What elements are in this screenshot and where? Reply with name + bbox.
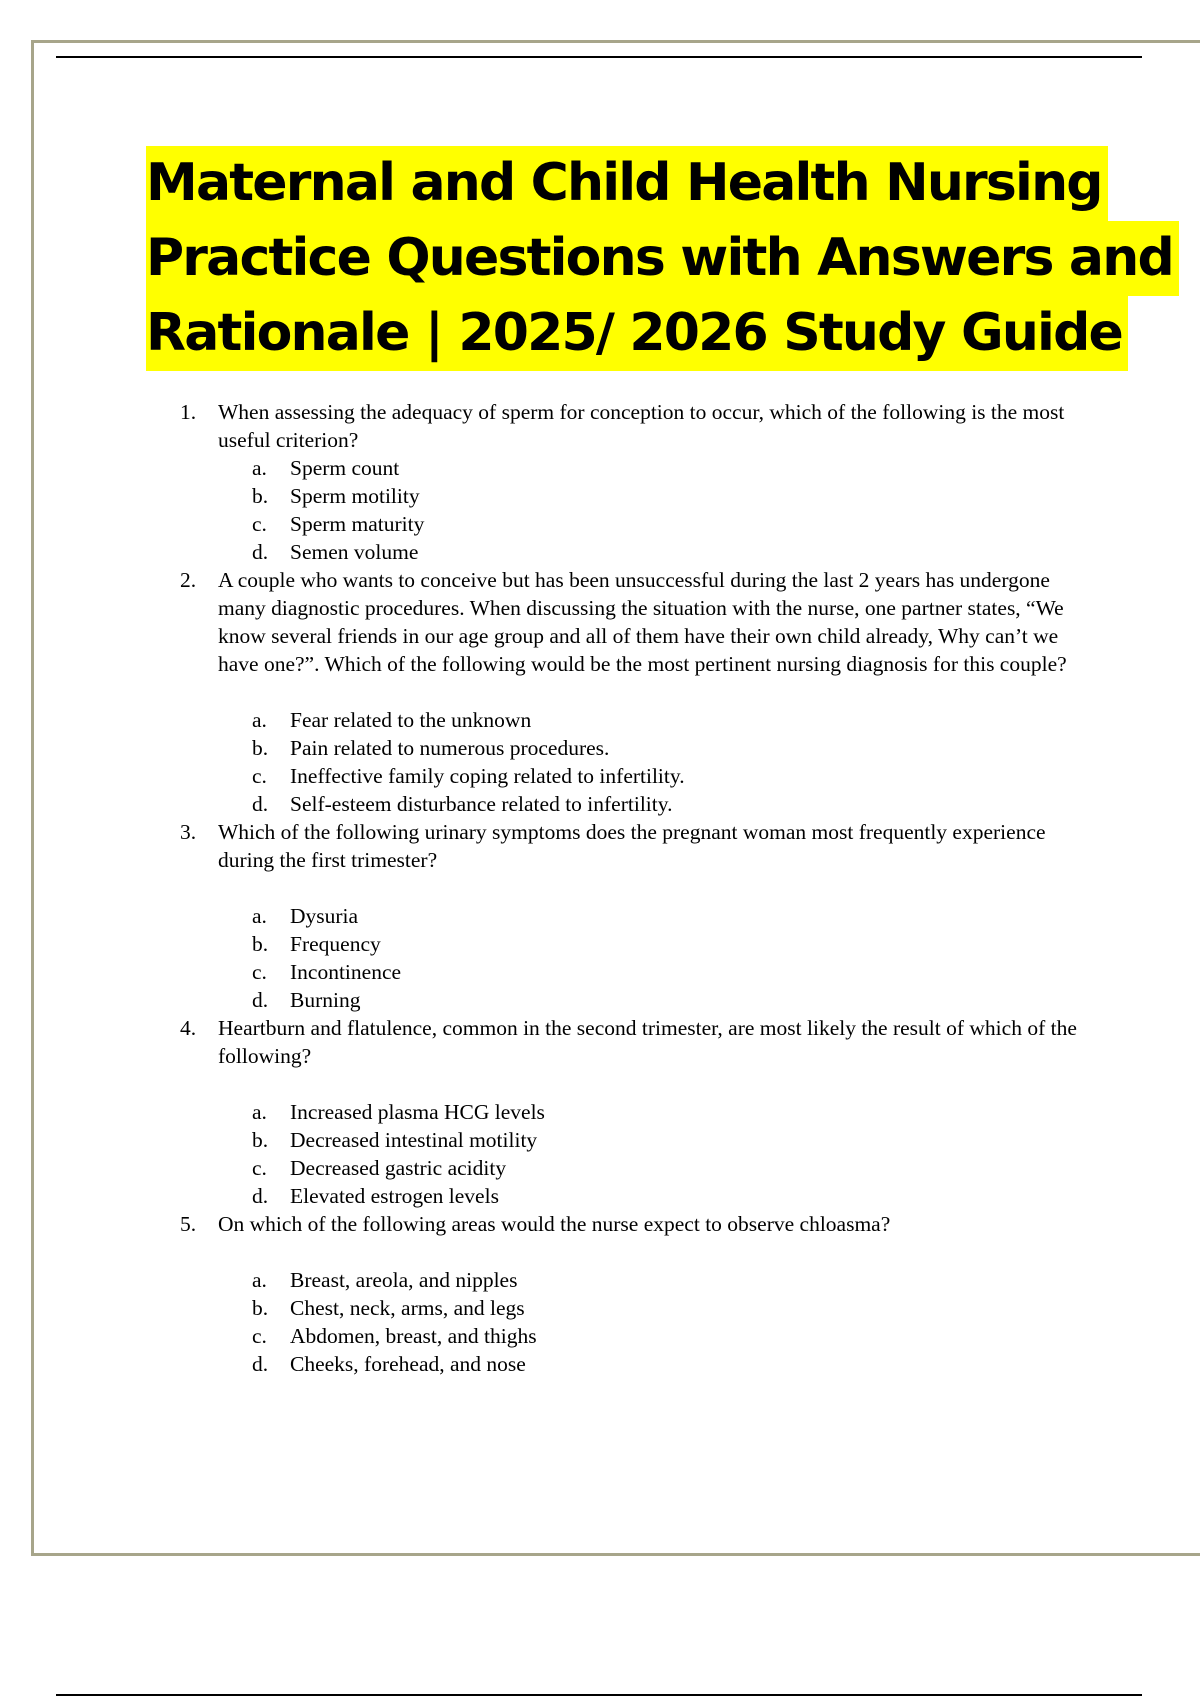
answer-option <box>218 454 1096 482</box>
question-number: 5. <box>180 1212 197 1236</box>
option-text: Sperm motility <box>290 484 420 508</box>
answer-option <box>218 1098 1096 1126</box>
option-text: Self-esteem disturbance related to infertility. <box>290 792 673 816</box>
question-text: Which of the following urinary symptoms does the pregnant woman most frequently experience during the first trimester? <box>218 820 1046 872</box>
option-text: Pain related to numerous procedures. <box>290 736 610 760</box>
answer-options <box>218 1098 1096 1210</box>
title-line-3: Rationale | 2025/ 2026 Study Guide <box>146 296 1128 371</box>
answer-option <box>218 538 1096 566</box>
top-horizontal-rule <box>56 56 1142 58</box>
document-title <box>146 146 1173 371</box>
option-letter: a. <box>252 708 267 732</box>
question-text: Heartburn and flatulence, common in the second trimester, are most likely the result of which of the following? <box>218 1016 1077 1068</box>
title-line-2: Practice Questions with Answers and <box>146 221 1179 296</box>
answer-option <box>218 510 1096 538</box>
answer-option <box>218 482 1096 510</box>
answer-option <box>218 1350 1096 1378</box>
question-5 <box>176 1210 1096 1378</box>
answer-option <box>218 762 1096 790</box>
option-letter: b. <box>252 484 269 508</box>
answer-option <box>218 706 1096 734</box>
option-text: Sperm maturity <box>290 512 425 536</box>
answer-options <box>218 902 1096 1014</box>
option-letter: c. <box>252 764 267 788</box>
question-1 <box>176 398 1096 566</box>
question-number: 2. <box>180 568 197 592</box>
question-list <box>176 398 1096 1378</box>
question-text: On which of the following areas would the nurse expect to observe chloasma? <box>218 1212 891 1236</box>
question-2 <box>176 566 1096 818</box>
option-letter: a. <box>252 1268 267 1292</box>
answer-option <box>218 1322 1096 1350</box>
question-number: 4. <box>180 1016 197 1040</box>
answer-options <box>218 706 1096 818</box>
option-text: Decreased intestinal motility <box>290 1128 538 1152</box>
answer-option <box>218 1294 1096 1322</box>
option-text: Chest, neck, arms, and legs <box>290 1296 525 1320</box>
option-letter: b. <box>252 1296 269 1320</box>
option-text: Semen volume <box>290 540 419 564</box>
answer-option <box>218 1182 1096 1210</box>
option-text: Elevated estrogen levels <box>290 1184 499 1208</box>
option-text: Decreased gastric acidity <box>290 1156 507 1180</box>
option-text: Frequency <box>290 932 381 956</box>
question-number: 1. <box>180 400 197 424</box>
answer-option <box>218 902 1096 930</box>
bottom-horizontal-rule <box>56 1694 1142 1696</box>
title-line-1: Maternal and Child Health Nursing <box>146 146 1108 221</box>
option-letter: a. <box>252 904 267 928</box>
option-letter: d. <box>252 1352 269 1376</box>
answer-options <box>218 454 1096 566</box>
option-text: Abdomen, breast, and thighs <box>290 1324 537 1348</box>
option-text: Sperm count <box>290 456 400 480</box>
option-text: Fear related to the unknown <box>290 708 532 732</box>
option-letter: d. <box>252 988 269 1012</box>
answer-option <box>218 790 1096 818</box>
option-text: Cheeks, forehead, and nose <box>290 1352 526 1376</box>
option-text: Dysuria <box>290 904 359 928</box>
question-text: A couple who wants to conceive but has been unsuccessful during the last 2 years has undergone many diagnostic procedures. When discussing the situation with the nurse, one partner states, “We know several friends in our age group and all of them have their own child already, Why can’t we have one?”. Which of the following would be the most pertinent nursing diagnosis for this couple? <box>218 568 1067 676</box>
answer-option <box>218 734 1096 762</box>
option-text: Incontinence <box>290 960 402 984</box>
answer-option <box>218 1154 1096 1182</box>
option-letter: a. <box>252 1100 267 1124</box>
option-letter: c. <box>252 512 267 536</box>
question-number: 3. <box>180 820 197 844</box>
option-letter: b. <box>252 736 269 760</box>
question-text: When assessing the adequacy of sperm for conception to occur, which of the following is the most useful criterion? <box>218 400 1065 452</box>
option-letter: d. <box>252 1184 269 1208</box>
option-letter: b. <box>252 932 269 956</box>
answer-options <box>218 1266 1096 1378</box>
option-letter: b. <box>252 1128 269 1152</box>
option-text: Ineffective family coping related to infertility. <box>290 764 685 788</box>
answer-option <box>218 1126 1096 1154</box>
option-letter: d. <box>252 540 269 564</box>
option-letter: c. <box>252 1156 267 1180</box>
option-letter: c. <box>252 1324 267 1348</box>
answer-option <box>218 1266 1096 1294</box>
answer-option <box>218 930 1096 958</box>
option-text: Increased plasma HCG levels <box>290 1100 545 1124</box>
question-3 <box>176 818 1096 1014</box>
option-letter: d. <box>252 792 269 816</box>
answer-option <box>218 958 1096 986</box>
option-letter: a. <box>252 456 267 480</box>
option-text: Breast, areola, and nipples <box>290 1268 518 1292</box>
option-letter: c. <box>252 960 267 984</box>
question-4 <box>176 1014 1096 1210</box>
answer-option <box>218 986 1096 1014</box>
option-text: Burning <box>290 988 361 1012</box>
